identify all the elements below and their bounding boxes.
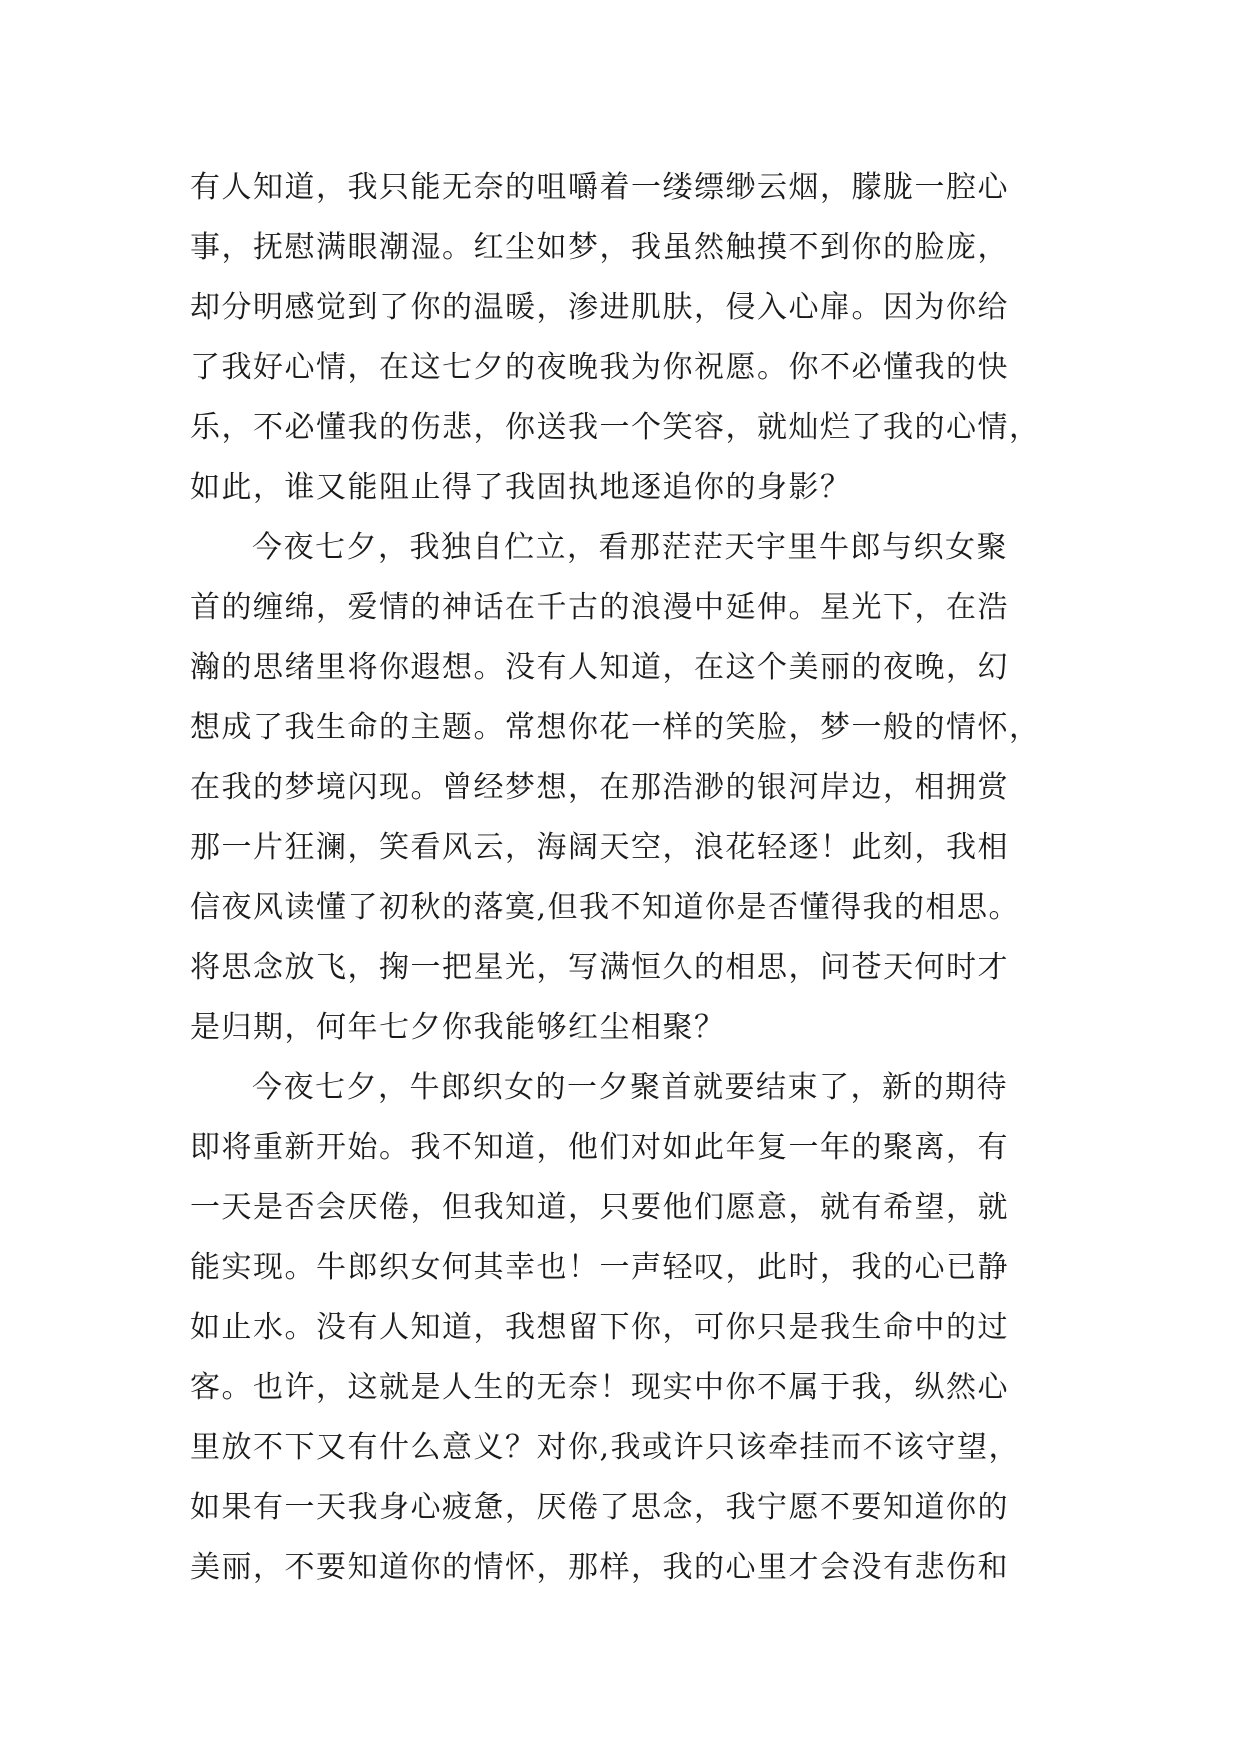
text-line: 美丽，不要知道你的情怀，那样，我的心里才会没有悲伤和 xyxy=(190,1550,1009,1585)
text-line: 了我好心情，在这七夕的夜晚我为你祝愿。你不必懂我的快 xyxy=(190,350,1009,385)
text-line: 如此，谁又能阻止得了我固执地逐追你的身影？ xyxy=(190,470,852,505)
text-line: 乐，不必懂我的伤悲，你送我一个笑容，就灿烂了我的心情， xyxy=(190,410,1041,445)
text-line: 想成了我生命的主题。常想你花一样的笑脸，梦一般的情怀， xyxy=(190,710,1041,745)
body-text xyxy=(190,158,1050,1598)
text-line: 里放不下又有什么意义？对你,我或许只该牵挂而不该守望， xyxy=(190,1430,1021,1465)
text-line: 能实现。牛郎织女何其幸也！一声轻叹，此时，我的心已静 xyxy=(190,1250,1009,1285)
text-line: 是归期，何年七夕你我能够红尘相聚？ xyxy=(190,1010,726,1045)
text-line: 如果有一天我身心疲惫，厌倦了思念，我宁愿不要知道你的 xyxy=(190,1490,1009,1525)
text-line: 客。也许，这就是人生的无奈！现实中你不属于我，纵然心 xyxy=(190,1370,1009,1405)
text-line: 那一片狂澜，笑看风云，海阔天空，浪花轻逐！此刻，我相 xyxy=(190,830,1009,865)
text-line: 却分明感觉到了你的温暖，渗进肌肤，侵入心扉。因为你给 xyxy=(190,290,1009,325)
text-line: 首的缠绵，爱情的神话在千古的浪漫中延伸。星光下，在浩 xyxy=(190,590,1009,625)
text-line: 瀚的思绪里将你遐想。没有人知道，在这个美丽的夜晚，幻 xyxy=(190,650,1009,685)
text-line: 在我的梦境闪现。曾经梦想，在那浩渺的银河岸边，相拥赏 xyxy=(190,770,1009,805)
text-line: 即将重新开始。我不知道，他们对如此年复一年的聚离，有 xyxy=(190,1130,1009,1165)
text-line: 信夜风读懂了初秋的落寞,但我不知道你是否懂得我的相思。 xyxy=(190,890,1021,925)
text-line: 如止水。没有人知道，我想留下你，可你只是我生命中的过 xyxy=(190,1310,1009,1345)
text-line: 有人知道，我只能无奈的咀嚼着一缕缥缈云烟，朦胧一腔心 xyxy=(190,170,1009,205)
text-line: 一天是否会厌倦，但我知道，只要他们愿意，就有希望，就 xyxy=(190,1190,1009,1225)
text-line: 将思念放飞，掬一把星光，写满恒久的相思，问苍天何时才 xyxy=(190,950,1009,985)
text-line: 事，抚慰满眼潮湿。红尘如梦，我虽然触摸不到你的脸庞， xyxy=(190,230,1009,265)
paragraph-first-line: 今夜七夕，我独自伫立，看那茫茫天宇里牛郎与织女聚 xyxy=(252,530,1008,565)
paragraph-first-line: 今夜七夕，牛郎织女的一夕聚首就要结束了，新的期待 xyxy=(252,1070,1008,1105)
